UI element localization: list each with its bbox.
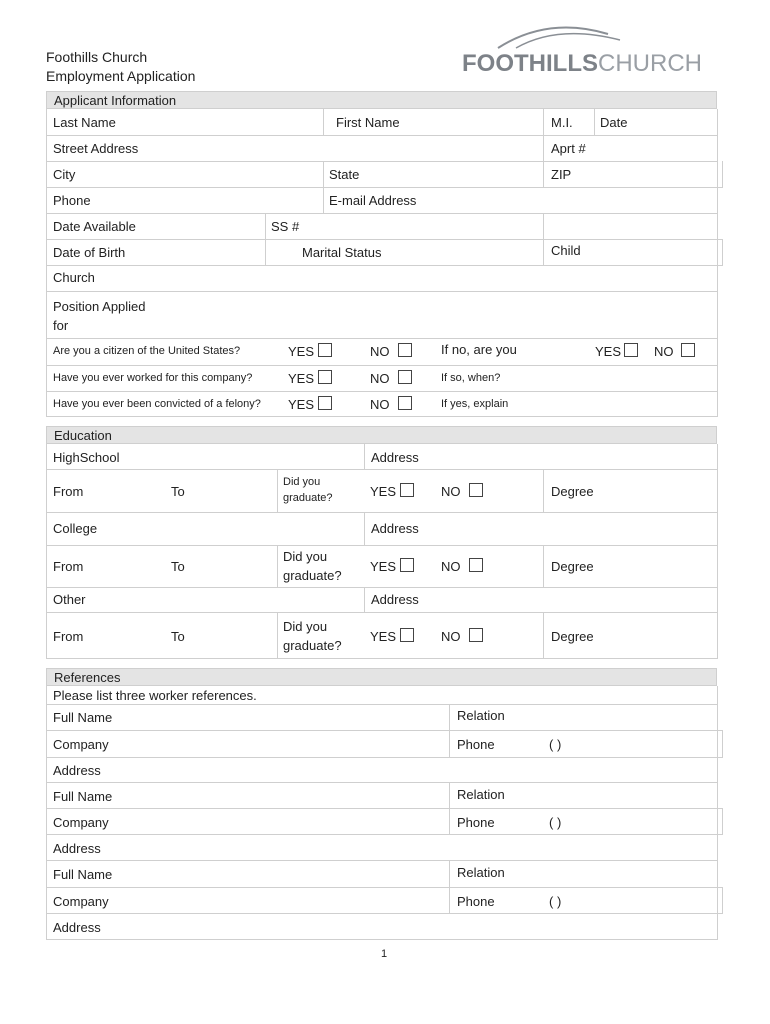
highschool-graduate-label-2: graduate? <box>283 492 333 504</box>
other-no-checkbox[interactable] <box>469 628 483 642</box>
college-graduate-label-2: graduate? <box>283 568 342 583</box>
other-graduate-label-2: graduate? <box>283 638 342 653</box>
if-no-no-label: NO <box>654 344 674 359</box>
if-no-no-checkbox[interactable] <box>681 343 695 357</box>
state-label: State <box>329 167 360 182</box>
document-title: Employment Application <box>46 68 196 84</box>
reference-3-full-name-label: Full Name <box>53 867 113 882</box>
section-references: References <box>46 668 717 686</box>
college-degree-label: Degree <box>551 559 594 574</box>
college-no-checkbox[interactable] <box>469 558 483 572</box>
citizen-no-checkbox[interactable] <box>398 343 412 357</box>
reference-1-relation-label: Relation <box>457 708 505 723</box>
reference-1-phone-label: Phone <box>457 737 495 752</box>
highschool-to-label: To <box>171 484 185 499</box>
college-address-label: Address <box>371 521 419 536</box>
worked-no-checkbox[interactable] <box>398 370 412 384</box>
college-label: College <box>53 521 98 536</box>
highschool-no-checkbox[interactable] <box>469 483 483 497</box>
date-of-birth-label: Date of Birth <box>53 245 126 260</box>
if-no-label: If no, are you <box>441 342 517 357</box>
position-applied-label-2: for <box>53 318 69 333</box>
street-address-label: Street Address <box>53 141 139 156</box>
highschool-yes-label: YES <box>370 484 397 499</box>
reference-1-area-code: ( ) <box>549 737 562 752</box>
citizen-question: Are you a citizen of the United States? <box>53 345 241 357</box>
other-yes-label: YES <box>370 629 397 644</box>
worked-question: Have you ever worked for this company? <box>53 372 253 384</box>
reference-2-area-code: ( ) <box>549 815 562 830</box>
highschool-yes-checkbox[interactable] <box>400 483 414 497</box>
section-applicant-information: Applicant Information <box>46 91 717 109</box>
reference-2-company-label: Company <box>53 815 109 830</box>
college-yes-checkbox[interactable] <box>400 558 414 572</box>
reference-2-address-label: Address <box>53 841 101 856</box>
reference-1-address-label: Address <box>53 763 101 778</box>
reference-3-area-code: ( ) <box>549 894 562 909</box>
other-degree-label: Degree <box>551 629 594 644</box>
if-no-yes-checkbox[interactable] <box>624 343 638 357</box>
apartment-label: Aprt # <box>551 141 586 156</box>
highschool-from-label: From <box>53 484 84 499</box>
zip-label: ZIP <box>551 167 572 182</box>
other-address-label: Address <box>371 592 419 607</box>
reference-2-relation-label: Relation <box>457 787 505 802</box>
reference-3-address-label: Address <box>53 920 101 935</box>
felony-yes-label: YES <box>288 397 315 412</box>
other-yes-checkbox[interactable] <box>400 628 414 642</box>
ssn-label: SS # <box>271 219 300 234</box>
page-number: 1 <box>381 948 388 960</box>
city-label: City <box>53 167 76 182</box>
college-yes-label: YES <box>370 559 397 574</box>
logo-word-bold: FOOTHILLS <box>462 50 598 77</box>
highschool-label: HighSchool <box>53 450 120 465</box>
date-available-label: Date Available <box>53 219 136 234</box>
position-applied-label: Position Applied <box>53 299 146 314</box>
church-label: Church <box>53 270 95 285</box>
reference-1-full-name-label: Full Name <box>53 710 113 725</box>
other-graduate-label: Did you <box>283 619 328 634</box>
email-label: E-mail Address <box>329 193 417 208</box>
college-to-label: To <box>171 559 185 574</box>
first-name-label: First Name <box>336 115 400 130</box>
highschool-no-label: NO <box>441 484 461 499</box>
reference-3-company-label: Company <box>53 894 109 909</box>
citizen-no-label: NO <box>370 344 390 359</box>
highschool-degree-label: Degree <box>551 484 594 499</box>
citizen-yes-checkbox[interactable] <box>318 343 332 357</box>
college-from-label: From <box>53 559 84 574</box>
reference-2-full-name-label: Full Name <box>53 789 113 804</box>
reference-3-phone-label: Phone <box>457 894 495 909</box>
other-school-label: Other <box>53 592 86 607</box>
phone-label: Phone <box>53 193 91 208</box>
other-to-label: To <box>171 629 185 644</box>
worked-no-label: NO <box>370 371 390 386</box>
felony-question: Have you ever been convicted of a felony? <box>53 398 261 410</box>
marital-status-label: Marital Status <box>302 245 382 260</box>
college-no-label: NO <box>441 559 461 574</box>
last-name-label: Last Name <box>53 115 116 130</box>
if-no-yes-label: YES <box>595 344 622 359</box>
child-label: Child <box>551 243 581 258</box>
citizen-yes-label: YES <box>288 344 315 359</box>
reference-3-relation-label: Relation <box>457 865 505 880</box>
felony-no-label: NO <box>370 397 390 412</box>
references-instructions: Please list three worker references. <box>53 688 257 703</box>
felony-yes-checkbox[interactable] <box>318 396 332 410</box>
reference-1-company-label: Company <box>53 737 109 752</box>
other-no-label: NO <box>441 629 461 644</box>
reference-2-phone-label: Phone <box>457 815 495 830</box>
other-from-label: From <box>53 629 84 644</box>
worked-yes-label: YES <box>288 371 315 386</box>
date-label: Date <box>600 115 628 130</box>
middle-initial-label: M.I. <box>551 115 573 130</box>
worked-yes-checkbox[interactable] <box>318 370 332 384</box>
org-name: Foothills Church <box>46 49 148 65</box>
highschool-address-label: Address <box>371 450 419 465</box>
section-education: Education <box>46 426 717 444</box>
felony-no-checkbox[interactable] <box>398 396 412 410</box>
highschool-graduate-label: Did you <box>283 476 321 488</box>
if-yes-explain-label: If yes, explain <box>441 398 509 410</box>
college-graduate-label: Did you <box>283 549 328 564</box>
church-logo <box>458 18 702 80</box>
logo-word-light: CHURCH <box>597 50 702 77</box>
if-so-when-label: If so, when? <box>441 372 501 384</box>
